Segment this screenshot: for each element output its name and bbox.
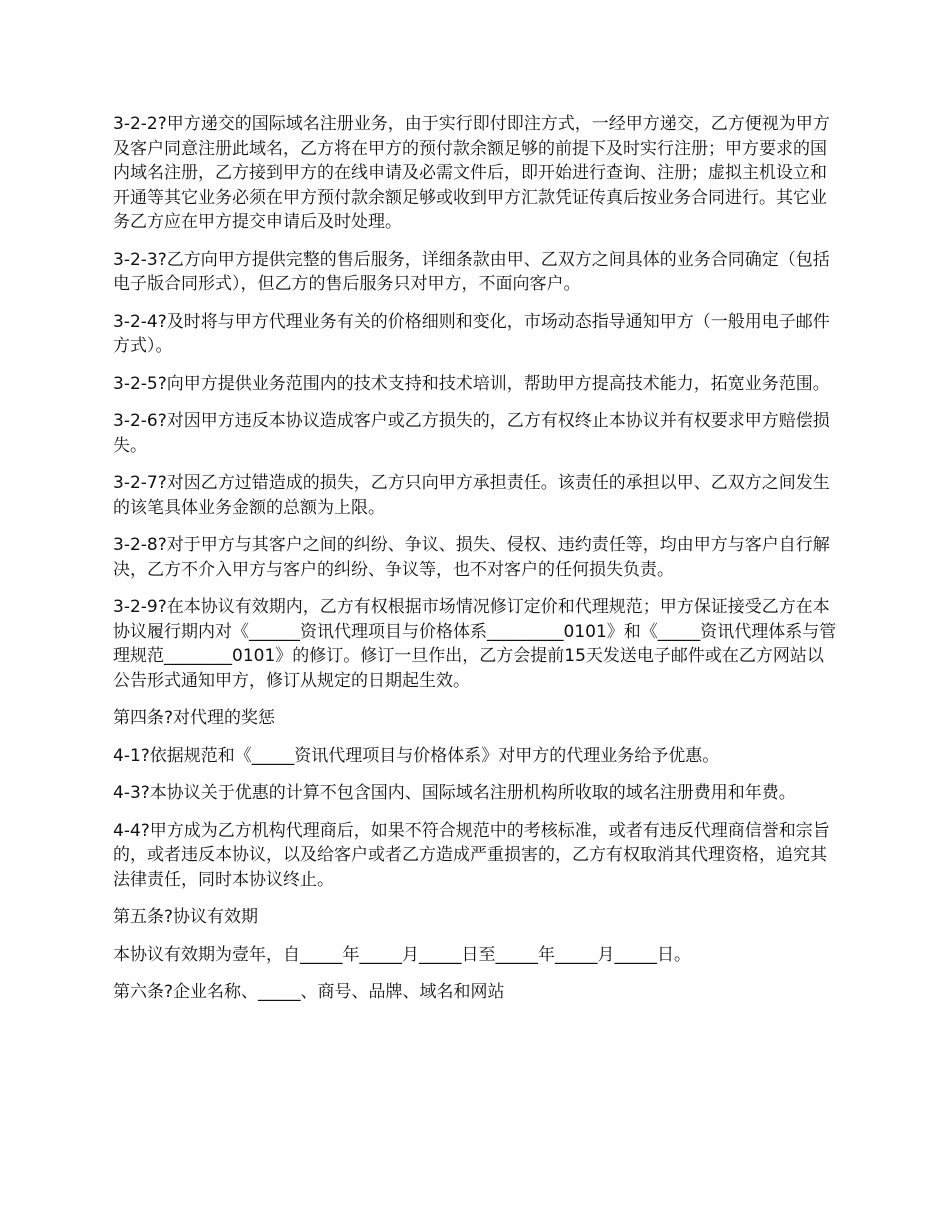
- clause-3-2-9: 3-2-9?在本协议有效期内，乙方有权根据市场情况修订定价和代理规范；甲方保证接受乙方在本协议履行期内对《______资讯代理项目与价格体系_________0101》和《_____资讯代理体系与管理规范________0101》的修订。修订一旦作出，乙方会提前15天发送电子邮件或在乙方网站以公告形式通知甲方，修订从规定的日期起生效。: [113, 597, 837, 691]
- article-6-heading: 第六条?企业名称、_____、商号、品牌、域名和网站: [113, 982, 505, 1002]
- validity-period-text: 本协议有效期为壹年，自_____年_____月_____日至_____年_____月_____日。: [113, 944, 691, 965]
- clause-3-2-3: 3-2-3?乙方向甲方提供完整的售后服务，详细条款由甲、乙双方之间具体的业务合同确定（包括电子版合同形式），但乙方的售后服务只对甲方，不面向客户。: [113, 249, 830, 294]
- clause-4-3: 4-3?本协议关于优惠的计算不包含国内、国际域名注册机构所收取的域名注册费用和年费。: [113, 783, 796, 803]
- clause-4-1: 4-1?依据规范和《_____资讯代理项目与价格体系》对甲方的代理业务给予优惠。: [113, 745, 720, 766]
- clause-3-2-8: 3-2-8?对于甲方与其客户之间的纠纷、争议、损失、侵权、违约责任等，均由甲方与客户自行解决，乙方不介入甲方与客户的纠纷、争议等，也不对客户的任何损失负责。: [113, 535, 830, 580]
- clause-3-2-6: 3-2-6?对因甲方违反本协议造成客户或乙方损失的，乙方有权终止本协议并有权要求甲方赔偿损失。: [113, 411, 830, 456]
- clause-4-4: 4-4?甲方成为乙方机构代理商后，如果不符合规范中的考核标准，或者有违反代理商信誉和宗旨的，或者违反本协议，以及给客户或者乙方造成严重损害的，乙方有权取消其代理资格，追究其法律责任，同时本协议终止。: [113, 820, 830, 890]
- document-page: [113, 112, 840, 1018]
- clause-3-2-2: 3-2-2?甲方递交的国际域名注册业务，由于实行即付即注方式，一经甲方递交，乙方便视为甲方及客户同意注册此域名，乙方将在甲方的预付款余额足够的前提下及时实行注册；甲方要求的国内域名注册，乙方接到甲方的在线申请及必需文件后，即开始进行查询、注册；虚拟主机设立和开通等其它业务必须在甲方预付款余额足够或收到甲方汇款凭证传真后按业务合同进行。其它业务乙方应在甲方提交申请后及时处理。: [113, 114, 830, 232]
- clause-3-2-4: 3-2-4?及时将与甲方代理业务有关的价格细则和变化，市场动态指导通知甲方（一般用电子邮件方式）。: [113, 311, 830, 356]
- clause-3-2-7: 3-2-7?对因乙方过错造成的损失，乙方只向甲方承担责任。该责任的承担以甲、乙双方之间发生的该笔具体业务金额的总额为上限。: [113, 473, 830, 518]
- article-5-heading: 第五条?协议有效期: [113, 907, 259, 927]
- clause-3-2-5: 3-2-5?向甲方提供业务范围内的技术支持和技术培训，帮助甲方提高技术能力，拓宽业务范围。: [113, 373, 830, 394]
- article-4-heading: 第四条?对代理的奖惩: [113, 708, 276, 728]
